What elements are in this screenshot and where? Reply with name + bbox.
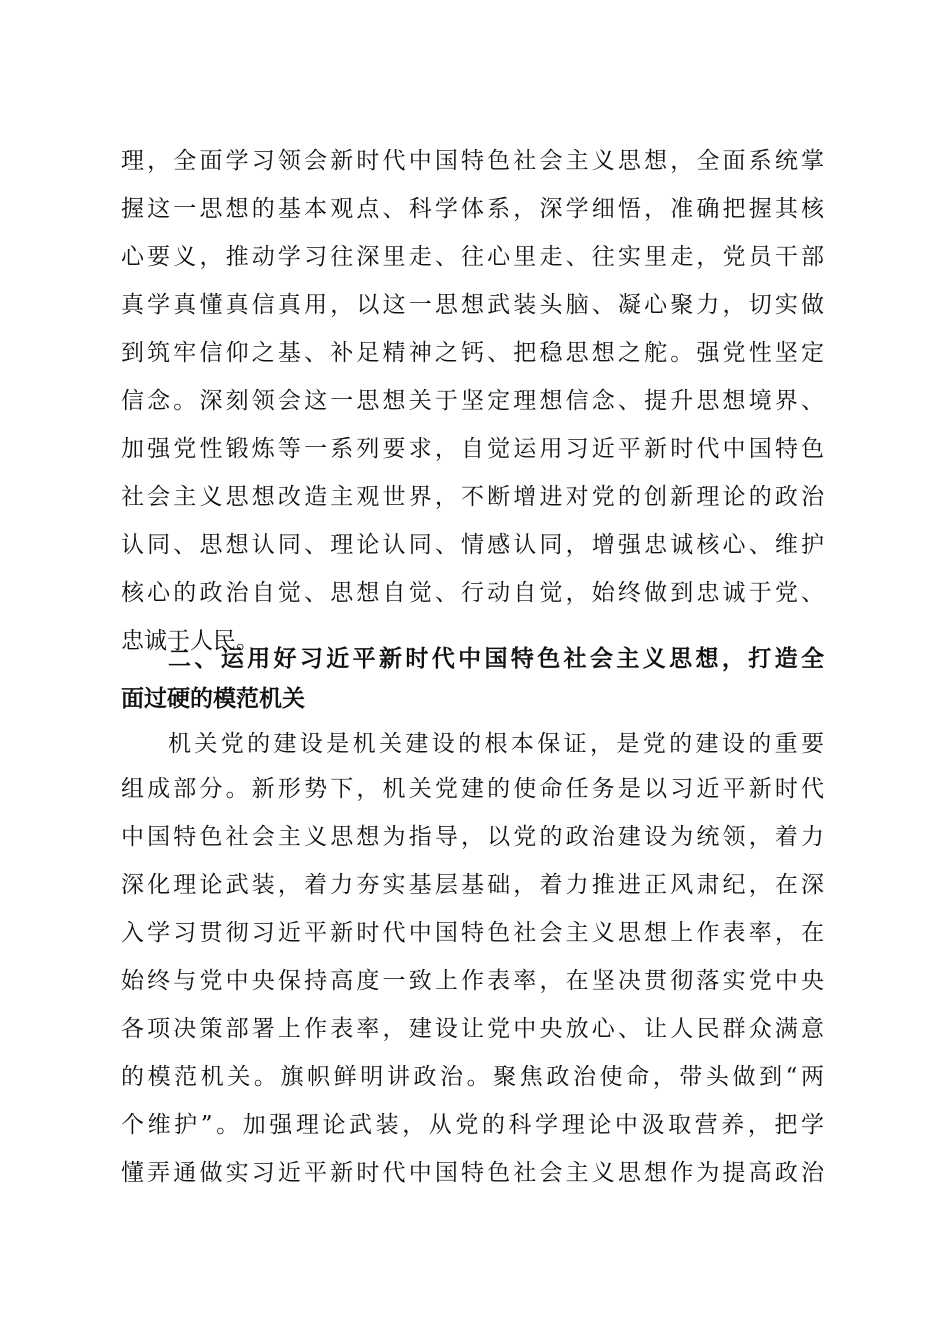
- paragraph-2-line: 中国特色社会主义思想为指导，以党的政治建设为统领，着力: [121, 824, 824, 850]
- paragraph-2-line: 机关党的建设是机关建设的根本保证，是党的建设的重要: [168, 731, 824, 757]
- paragraph-2-line: 懂弄通做实习近平新时代中国特色社会主义思想作为提高政治: [121, 1160, 824, 1186]
- section-heading-line: 面过硬的模范机关: [121, 686, 305, 712]
- paragraph-2-line: 始终与党中央保持高度一致上作表率，在坚决贯彻落实党中央: [121, 968, 824, 994]
- paragraph-2-line: 各项决策部署上作表率，建设让党中央放心、让人民群众满意: [121, 1016, 824, 1042]
- paragraph-1-line: 忠诚于人民。: [121, 628, 259, 654]
- section-heading-line: 二、运用好习近平新时代中国特色社会主义思想，打造全: [168, 646, 824, 672]
- paragraph-1-line: 加强党性锻炼等一系列要求，自觉运用习近平新时代中国特色: [121, 436, 824, 462]
- paragraph-2-line: 深化理论武装，着力夯实基层基础，着力推进正风肃纪，在深: [121, 872, 824, 898]
- paragraph-1-line: 认同、思想认同、理论认同、情感认同，增强忠诚核心、维护: [121, 532, 824, 558]
- paragraph-1-line: 理，全面学习领会新时代中国特色社会主义思想，全面系统掌: [121, 148, 824, 174]
- paragraph-1-line: 信念。深刻领会这一思想关于坚定理想信念、提升思想境界、: [121, 388, 824, 414]
- paragraph-1-line: 核心的政治自觉、思想自觉、行动自觉，始终做到忠诚于党、: [121, 580, 824, 606]
- paragraph-2-line: 入学习贯彻习近平新时代中国特色社会主义思想上作表率，在: [121, 920, 824, 946]
- paragraph-2-line: 个维护”。加强理论武装，从党的科学理论中汲取营养，把学: [121, 1112, 824, 1138]
- paragraph-2-line: 组成部分。新形势下，机关党建的使命任务是以习近平新时代: [121, 776, 824, 802]
- paragraph-2-line: 的模范机关。旗帜鲜明讲政治。聚焦政治使命，带头做到“两: [121, 1064, 824, 1090]
- paragraph-1-line: 到筑牢信仰之基、补足精神之钙、把稳思想之舵。强党性坚定: [121, 340, 824, 366]
- paragraph-1-line: 握这一思想的基本观点、科学体系，深学细悟，准确把握其核: [121, 196, 824, 222]
- paragraph-1-line: 真学真懂真信真用，以这一思想武装头脑、凝心聚力，切实做: [121, 292, 824, 318]
- paragraph-1-line: 社会主义思想改造主观世界，不断增进对党的创新理论的政治: [121, 484, 824, 510]
- paragraph-1-line: 心要义，推动学习往深里走、往心里走、往实里走，党员干部: [121, 244, 824, 270]
